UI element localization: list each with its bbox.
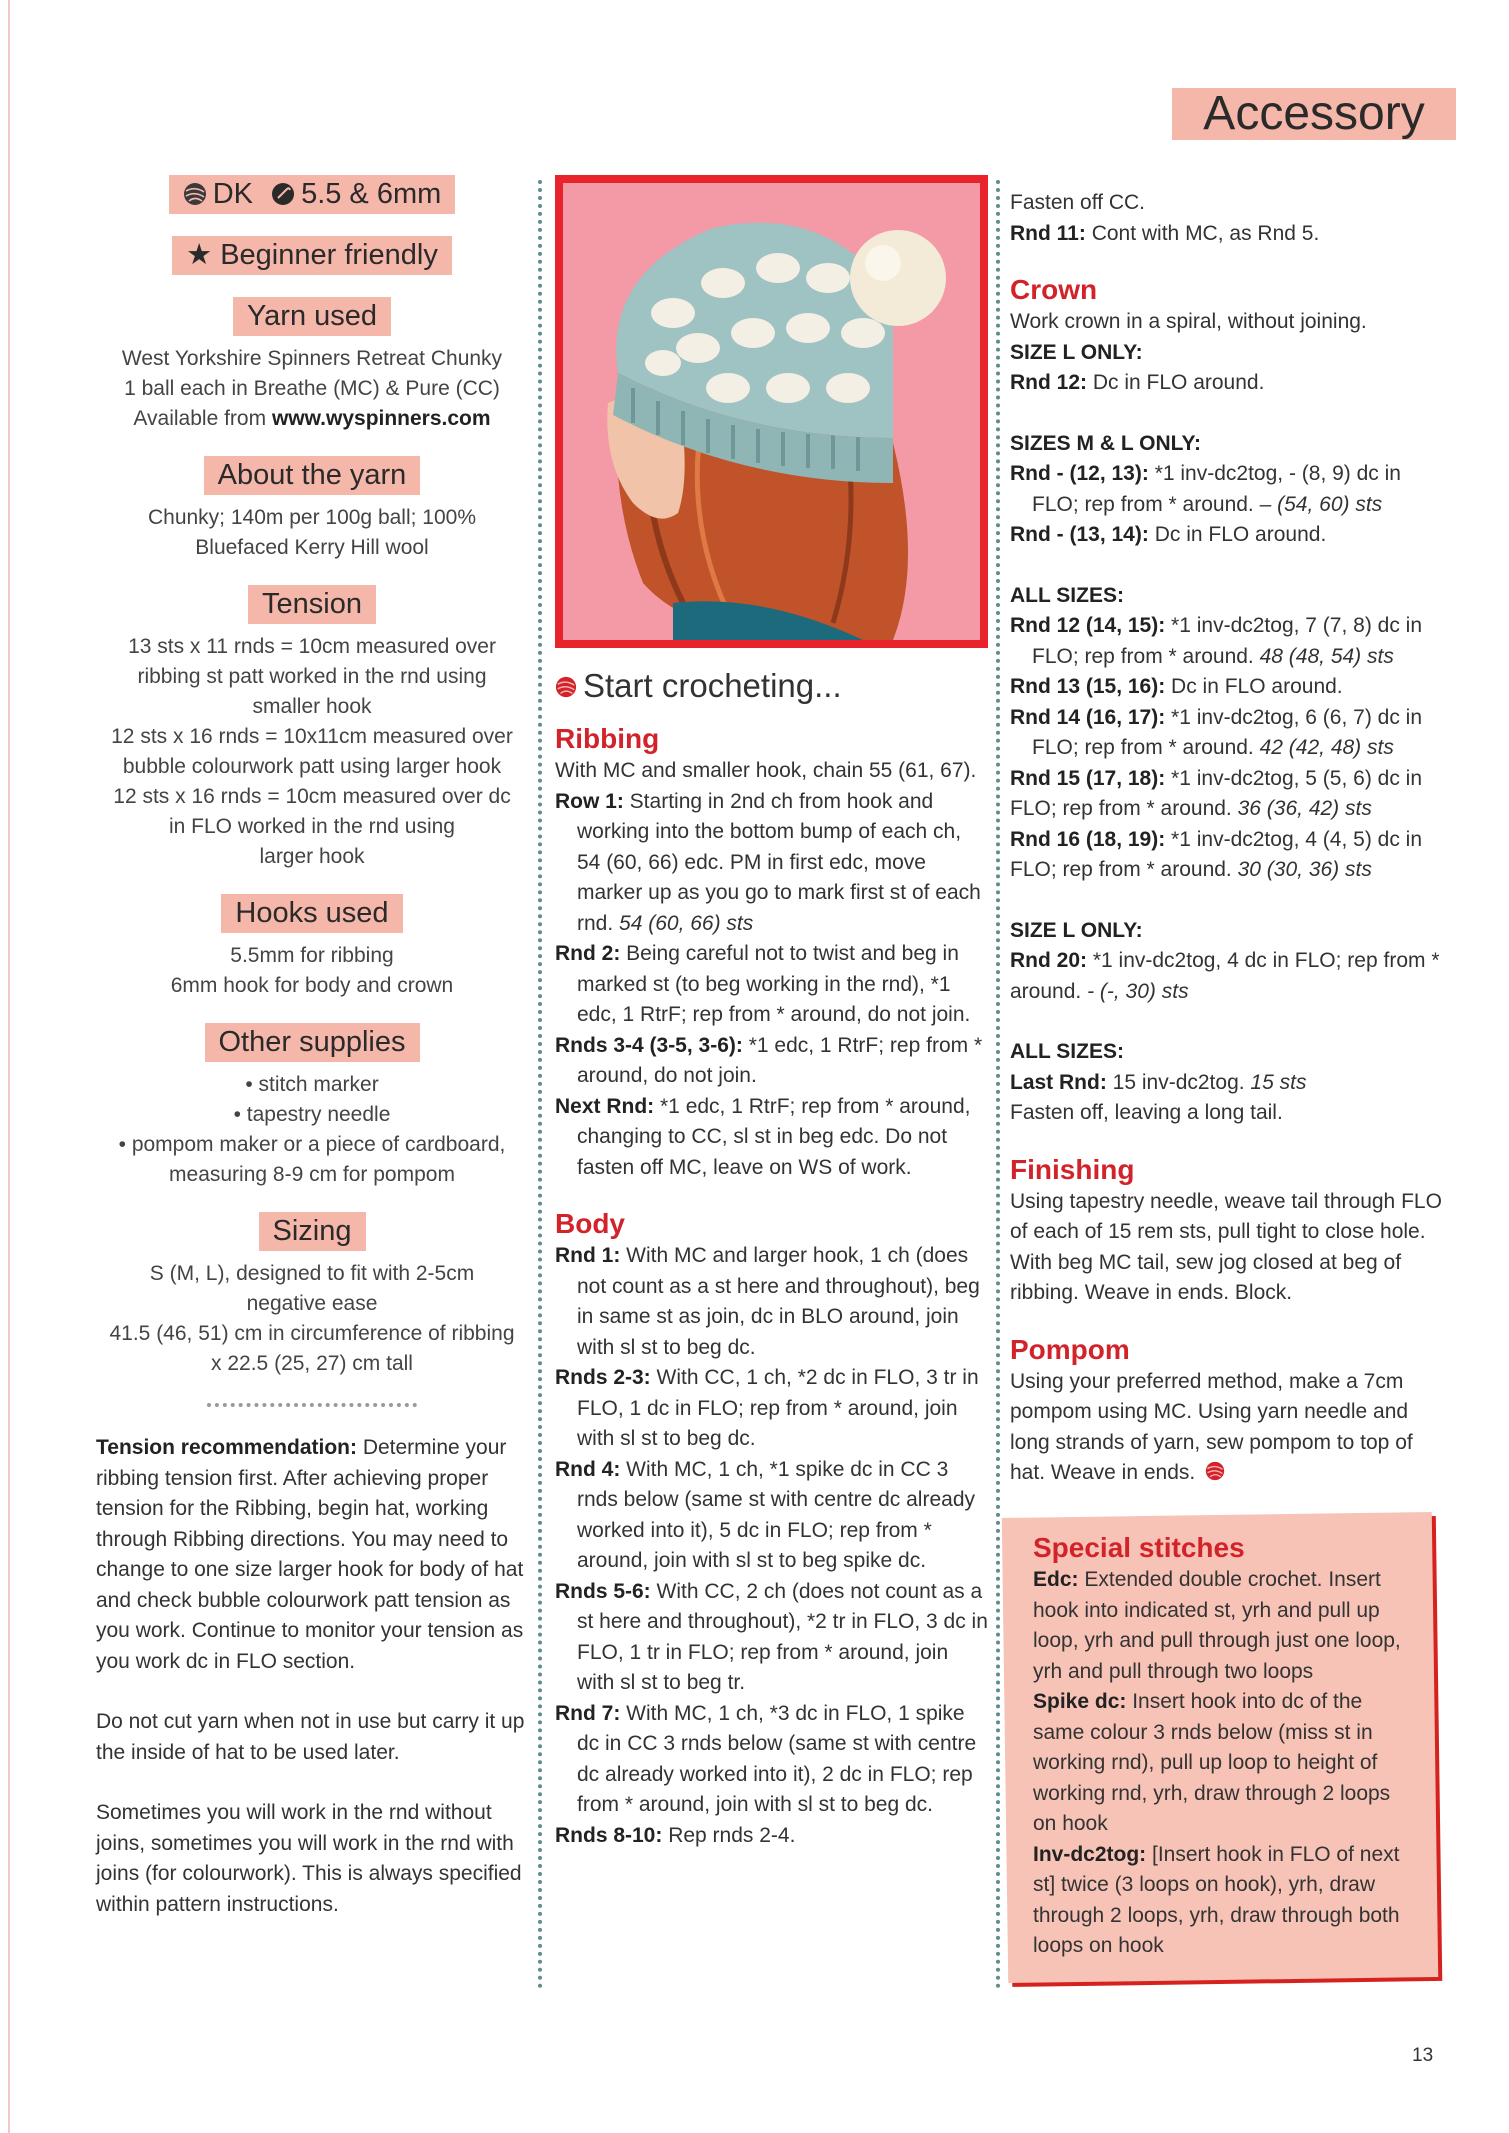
ribbing-row: [555, 1092, 989, 1184]
row-text: With MC, 1 ch, *3 dc in FLO, 1 spike dc in CC 3 rnds below (same st with centre dc already worked into it), 2 dc in FLO; rep from * around, join with sl st to beg dc.: [577, 1701, 977, 1816]
tension-rec-label: Tension recommendation:: [96, 1436, 357, 1459]
stitch-text: Insert hook into dc of the same colour 3 rnds below (miss st in working rnd), pull up loop to height of working rnd, yrh, draw through 2 loops on hook: [1033, 1690, 1391, 1835]
other-supplies-text: [96, 1070, 528, 1190]
body-row: [555, 1455, 989, 1577]
row-label: Rnd 20:: [1010, 949, 1088, 972]
rnd-20: [1010, 946, 1442, 1007]
tension-line: in FLO worked in the rnd using: [169, 815, 455, 838]
crown-intro: Work crown in a spiral, without joining.: [1010, 310, 1367, 333]
crown-column: [1010, 188, 1442, 1489]
size-label: ALL SIZES:: [1010, 583, 1124, 607]
special-stitches-heading: Special stitches: [1033, 1532, 1245, 1563]
yarn-supplier-link[interactable]: www.wyspinners.com: [271, 407, 491, 430]
size-l-label-2: [1010, 916, 1442, 947]
special-stitches-box: [1005, 1515, 1435, 1980]
supply-item: measuring 8-9 cm for pompom: [169, 1163, 455, 1186]
tension-line: bubble colourwork patt using larger hook: [122, 755, 502, 778]
row-label: Rnds 5-6:: [555, 1579, 651, 1603]
row-text: With MC and larger hook, 1 ch (does not count as a st here and throughout), beg in same st as join, dc in BLO around, join with sl st to beg dc.: [577, 1244, 980, 1359]
stitch-label: Edc:: [1033, 1568, 1079, 1591]
pompom-heading: Pompom: [1010, 1333, 1130, 1365]
stitch-label: Inv-dc2tog:: [1033, 1842, 1147, 1866]
row-text: *1 inv-dc2tog, 4 (4, 5) dc in FLO; rep from * around.: [1010, 827, 1423, 881]
row-label: Rnds 3-4 (3-5, 3-6):: [555, 1033, 743, 1057]
start-crocheting-heading: [555, 666, 989, 706]
row-text: Starting in 2nd ch from hook and working into the bottom bump of each ch, 54 (60, 66) edc. PM in first edc, move marker up as you go to mark first st of each rnd.: [577, 789, 981, 935]
row-text: *1 edc, 1 RtrF; rep from * around, do not join.: [577, 1033, 983, 1087]
body-row: [555, 1363, 989, 1455]
row-count: 48 (48, 54) sts: [1259, 644, 1394, 668]
row-label: Rnds 8-10:: [555, 1823, 663, 1847]
supply-item: • tapestry needle: [233, 1103, 391, 1126]
body-row: [555, 1821, 989, 1852]
joins-note: Sometimes you will work in the rnd without joins, sometimes you will work in the rnd with joins (for colourwork). This is always specified within pattern instructions.: [96, 1801, 522, 1916]
tension-line: smaller hook: [252, 695, 372, 718]
size-label: SIZE L ONLY:: [1010, 918, 1143, 942]
yarn-used-heading: Yarn used: [233, 297, 391, 336]
row-label: Rnd 4:: [555, 1457, 621, 1481]
ribbing-heading: Ribbing: [555, 723, 660, 754]
carry-note: Do not cut yarn when not in use but carry it up the inside of hat to be used later.: [96, 1710, 525, 1764]
yarn-used-text: [96, 344, 528, 434]
stitch-text: [Insert hook in FLO of next st] twice (3 loops on hook), yrh, draw through 2 loops, yrh, draw through both loops on hook: [1033, 1842, 1400, 1957]
ribbing-row: [555, 939, 989, 1031]
stitch-text: Extended double crochet. Insert hook into indicated st, yrh and pull up loop, yrh and pull through just one loop, yrh and pull through two loops: [1033, 1568, 1401, 1683]
size-label: SIZE L ONLY:: [1010, 340, 1143, 364]
page-number: 13: [1412, 2045, 1434, 2066]
body-heading: Body: [555, 1208, 625, 1239]
row-label: Rnd 14 (16, 17):: [1010, 705, 1166, 729]
row-text: Dc in FLO around.: [1148, 523, 1327, 546]
yarn-weight-value: DK: [212, 178, 253, 210]
tension-text: [96, 632, 528, 872]
row-label: Rnd - (12, 13):: [1010, 462, 1149, 485]
sizing-line: x 22.5 (25, 27) cm tall: [211, 1352, 413, 1375]
about-yarn-line-2: Bluefaced Kerry Hill wool: [195, 536, 429, 559]
finishing-text: Using tapestry needle, weave tail through FLO of each of 15 rem sts, pull tight to close hole. With beg MC tail, sew jog closed at beg of ribbing. Weave in ends. Block.: [1010, 1189, 1442, 1304]
row-label: Rnd 12 (14, 15):: [1010, 614, 1166, 637]
rnd-11: [1010, 219, 1442, 250]
section-tag: Accessory: [1172, 88, 1456, 140]
yarn-line-2: 1 ball each in Breathe (MC) & Pure (CC): [124, 377, 500, 400]
difficulty-tag: [172, 236, 452, 275]
all-sizes-label-2: [1010, 1037, 1442, 1068]
fasten-cc: Fasten off CC.: [1010, 191, 1146, 214]
row-label: Rnd 16 (18, 19):: [1010, 827, 1166, 851]
row-text: With CC, 2 ch (does not count as a st here and throughout), *2 tr in FLO, 3 dc in FLO, 1 tr in FLO; rep from * around, join with sl st to beg tr.: [577, 1579, 988, 1694]
supply-item: • pompom maker or a piece of cardboard,: [118, 1133, 506, 1156]
hooks-used-heading: Hooks used: [221, 894, 402, 933]
row-text: Rep rnds 2-4.: [662, 1823, 796, 1847]
row-text: *1 edc, 1 RtrF; rep from * around, changing to CC, sl st in beg edc. Do not fasten off MC, leave on WS of work.: [577, 1094, 971, 1179]
sizing-line: negative ease: [246, 1292, 378, 1315]
star-icon: ★: [186, 239, 221, 271]
tension-recommendation: [96, 1433, 528, 1677]
dotted-separator: [207, 1403, 417, 1407]
crown-row: [1010, 764, 1442, 825]
finishing-heading: Finishing: [1010, 1153, 1135, 1185]
row-count: 42 (42, 48) sts: [1259, 736, 1394, 759]
row-text: *1 inv-dc2tog, 7 (7, 8) dc in FLO; rep from * around.: [1032, 614, 1423, 668]
size-l-label: [1010, 338, 1442, 369]
about-yarn-heading: About the yarn: [204, 456, 421, 495]
row-text: Cont with MC, as Rnd 5.: [1085, 221, 1320, 245]
size-label: SIZES M & L ONLY:: [1010, 431, 1201, 455]
hooks-used-text: [96, 941, 528, 1001]
sidebar-column: [96, 175, 528, 1920]
body-row: [555, 1699, 989, 1821]
row-text: *1 inv-dc2tog, 5 (5, 6) dc in FLO; rep from * around.: [1010, 766, 1423, 820]
column-divider-2: [996, 180, 1000, 1990]
row-text: Being careful not to twist and beg in marked st (to beg working in the rnd), *1 edc, 1 RtrF; rep from * around, do not join.: [577, 942, 971, 1026]
ribbing-row: [555, 787, 989, 940]
yarn-ball-icon: [1205, 1461, 1225, 1481]
hat-photo: [555, 175, 988, 648]
row-label: Rnd 7:: [555, 1701, 621, 1725]
model-wearing-hat-illustration: [563, 183, 980, 640]
row-label: Rnd 13 (15, 16):: [1010, 675, 1166, 698]
row-count: 30 (30, 36) sts: [1237, 858, 1372, 881]
sizing-heading: Sizing: [259, 1212, 366, 1251]
body-row: [555, 1577, 989, 1699]
hook-icon: [271, 182, 295, 206]
special-stitches-content: [1033, 1531, 1413, 1962]
sizing-text: [96, 1259, 528, 1379]
hooks-line-2: 6mm hook for body and crown: [170, 974, 454, 997]
row-label: Next Rnd:: [555, 1094, 655, 1118]
hook-size-value: 5.5 & 6mm: [301, 178, 442, 210]
tension-line: 12 sts x 16 rnds = 10cm measured over dc: [113, 785, 511, 808]
other-supplies-heading: Other supplies: [205, 1023, 420, 1062]
special-stitch-item: [1033, 1565, 1413, 1687]
tension-line: larger hook: [259, 845, 365, 868]
row-label: Rnd 12:: [1010, 371, 1088, 394]
about-yarn-text: [96, 503, 528, 563]
size-label: ALL SIZES:: [1010, 1040, 1124, 1063]
tension-rec-text: Determine your ribbing tension first. After achieving proper tension for the Ribbing, begin hat, working through Ribbing directions. You may need to change to one size larger hook for body of hat and check bubble colourwork patt tension as you work. Continue to monitor your tension as you work dc in FLO section.: [96, 1436, 524, 1673]
hooks-line-1: 5.5mm for ribbing: [230, 944, 394, 967]
column-divider-1: [538, 180, 542, 1990]
row-count: 15 sts: [1250, 1070, 1307, 1094]
crown-row: [1010, 672, 1442, 703]
fasten-tail: Fasten off, leaving a long tail.: [1010, 1101, 1283, 1124]
tension-line: 13 sts x 11 rnds = 10cm measured over: [128, 635, 496, 658]
row-label: Rnd - (13, 14):: [1010, 523, 1149, 546]
rnd-ml-a: [1010, 459, 1442, 520]
row-label: Rnd 1:: [555, 1244, 621, 1267]
row-text: *1 inv-dc2tog, - (8, 9) dc in FLO; rep from * around.: [1032, 462, 1401, 516]
row-text: Dc in FLO around.: [1165, 675, 1343, 698]
page-edge-rule: [8, 0, 10, 2133]
yarn-ball-icon: [555, 676, 577, 698]
row-label: Rnd 15 (17, 18):: [1010, 766, 1166, 790]
row-text: With CC, 1 ch, *2 dc in FLO, 3 tr in FLO, 1 dc in FLO; rep from * around, join with sl st to beg dc.: [577, 1366, 979, 1450]
ribbing-row: [555, 1031, 989, 1092]
row-label: Rnd 11:: [1010, 221, 1086, 245]
rnd-12-l: [1010, 368, 1442, 399]
sizing-line: S (M, L), designed to fit with 2-5cm: [149, 1262, 475, 1285]
row-text: *1 inv-dc2tog, 4 dc in FLO; rep from * around.: [1010, 949, 1440, 1003]
special-stitch-item: [1033, 1840, 1413, 1962]
tension-heading: Tension: [248, 585, 376, 624]
row-label: Rnd 2:: [555, 942, 621, 965]
yarn-line-1: West Yorkshire Spinners Retreat Chunky: [121, 347, 503, 370]
crown-heading: Crown: [1010, 274, 1098, 305]
yarn-weight-tag: [169, 175, 456, 214]
crown-row: [1010, 611, 1442, 672]
rnd-ml-b: [1010, 520, 1442, 551]
special-stitch-item: [1033, 1687, 1413, 1840]
row-label: Last Rnd:: [1010, 1070, 1107, 1094]
row-text: Dc in FLO around.: [1087, 371, 1265, 394]
row-text: *1 inv-dc2tog, 6 (6, 7) dc in FLO; rep from * around.: [1032, 705, 1423, 759]
about-yarn-line-1: Chunky; 140m per 100g ball; 100%: [147, 506, 477, 529]
body-row: [555, 1241, 989, 1363]
row-count: 36 (36, 42) sts: [1237, 797, 1372, 820]
instructions-column: [555, 175, 989, 1851]
row-count: - (-, 30) sts: [1087, 979, 1189, 1003]
yarn-line-3-prefix: Available from: [133, 407, 272, 430]
last-rnd: [1010, 1068, 1442, 1099]
start-heading-text: Start crocheting...: [583, 667, 842, 704]
row-label: Rnds 2-3:: [555, 1366, 651, 1389]
row-count: – (54, 60) sts: [1259, 492, 1383, 516]
yarn-ball-icon: [183, 182, 207, 206]
stitch-label: Spike dc:: [1033, 1690, 1127, 1713]
row-text: 15 inv-dc2tog.: [1106, 1070, 1251, 1094]
crown-row: [1010, 825, 1442, 886]
all-sizes-label: [1010, 581, 1442, 612]
row-text: With MC, 1 ch, *1 spike dc in CC 3 rnds below (same st with centre dc already worked into it), 5 dc in FLO; rep from * around, join with sl st to beg spike dc.: [577, 1457, 976, 1572]
ribbing-intro: With MC and smaller hook, chain 55 (61, 67).: [555, 759, 977, 782]
sizes-ml-label: [1010, 429, 1442, 460]
tension-line: 12 sts x 16 rnds = 10x11cm measured over: [111, 725, 513, 748]
row-count: 54 (60, 66) sts: [619, 911, 754, 935]
difficulty-value: Beginner friendly: [220, 239, 438, 271]
pompom-text: [1010, 1367, 1442, 1489]
tension-line: ribbing st patt worked in the rnd using: [137, 665, 487, 688]
row-label: Row 1:: [555, 789, 624, 813]
pompom-body: Using your preferred method, make a 7cm pompom using MC. Using yarn needle and long strands of yarn, sew pompom to top of hat. Weave in ends.: [1010, 1369, 1413, 1484]
crown-row: [1010, 703, 1442, 764]
supply-item: • stitch marker: [245, 1073, 379, 1096]
sizing-line: 41.5 (46, 51) cm in circumference of ribbing: [109, 1322, 515, 1345]
